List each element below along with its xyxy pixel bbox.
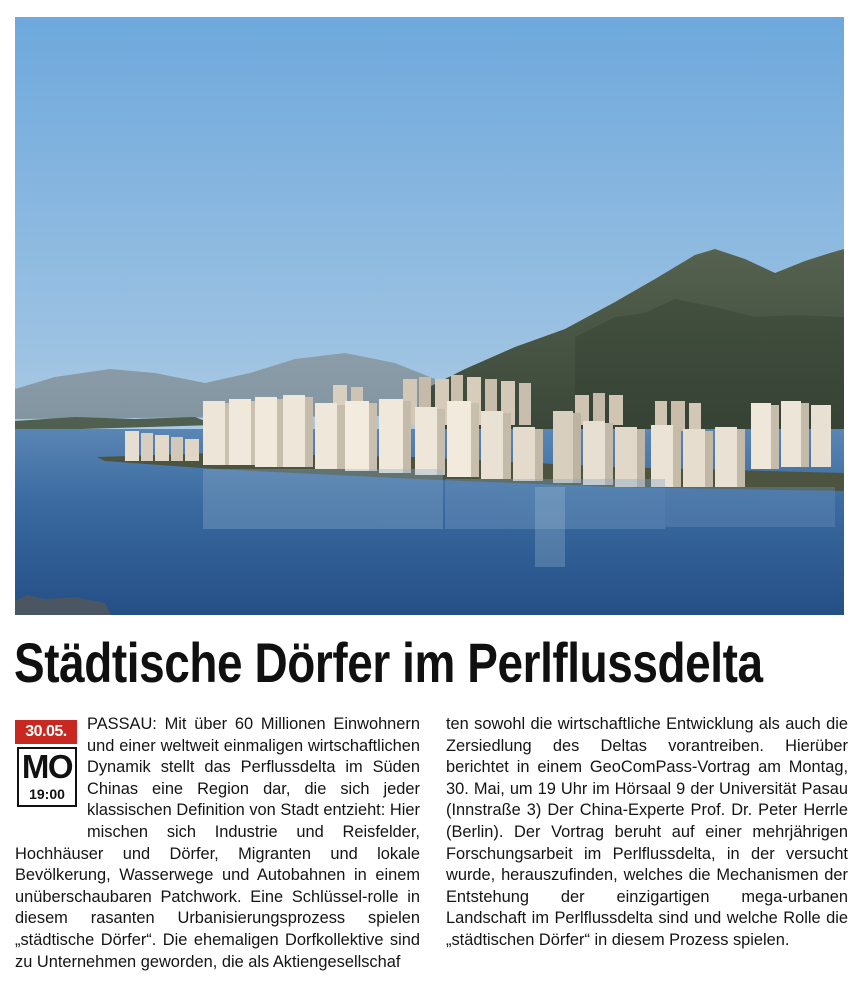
event-time: 19:00 (29, 786, 65, 802)
event-date: 30.05. (15, 720, 77, 744)
article-body-left-column (15, 714, 420, 973)
skyline-illustration (15, 17, 844, 615)
article-body-right-column (446, 714, 848, 952)
article-body-right: ten sowohl die wirtschaftliche Entwicklung als auch die Zersiedlung des Deltas vorantreiben. Hierüber berichtet in einem GeoComPass-Vortrag am Montag, 30. Mai, um 19 Uhr im Hörsaal 9 der Universität Pasau (Innstraße 3) Der China-Experte Prof. Dr. Peter Herrle (Berlin). Der Vortrag beruht auf einer mehrjährigen Forschungsarbeit im Perlflussdelta, in der versucht wurde, herauszufinden, welches die Mechanismen der Entstehung der einzigartigen mega-urbanen Landschaft im Perlflussdelta sind und welche Rolle die „städtischen Dörfer“ in diesem Prozess spielen. (446, 715, 848, 949)
article-photo (15, 17, 844, 615)
article-body-left: PASSAU: Mit über 60 Millionen Einwohnern und einer weltweit einmaligen wirtschaftlichen Dynamik stellt das Perflussdelta im Süden Chinas eine Region dar, die sich jeder klassischen Definition von Stadt entzieht: Hier mischen sich Industrie und Reisfelder, Hochhäuser und Dörfer, Migranten und lokale Bevölkerung, Wasserwege und Autobahnen in einem unüberschaubaren Patchwork. Eine Schlüssel-rolle in diesem rasanten Urbanisierungsprozess spielen „städtische Dörfer“. Die ehemaligen Dorfkollektive sind zu Unternehmen geworden, die als Aktiengesellschaf (15, 715, 420, 971)
article-headline: Städtische Dörfer im Perlflussdelta (14, 631, 763, 694)
badge-spacer (15, 714, 87, 822)
event-weekday: MO (21, 748, 73, 785)
